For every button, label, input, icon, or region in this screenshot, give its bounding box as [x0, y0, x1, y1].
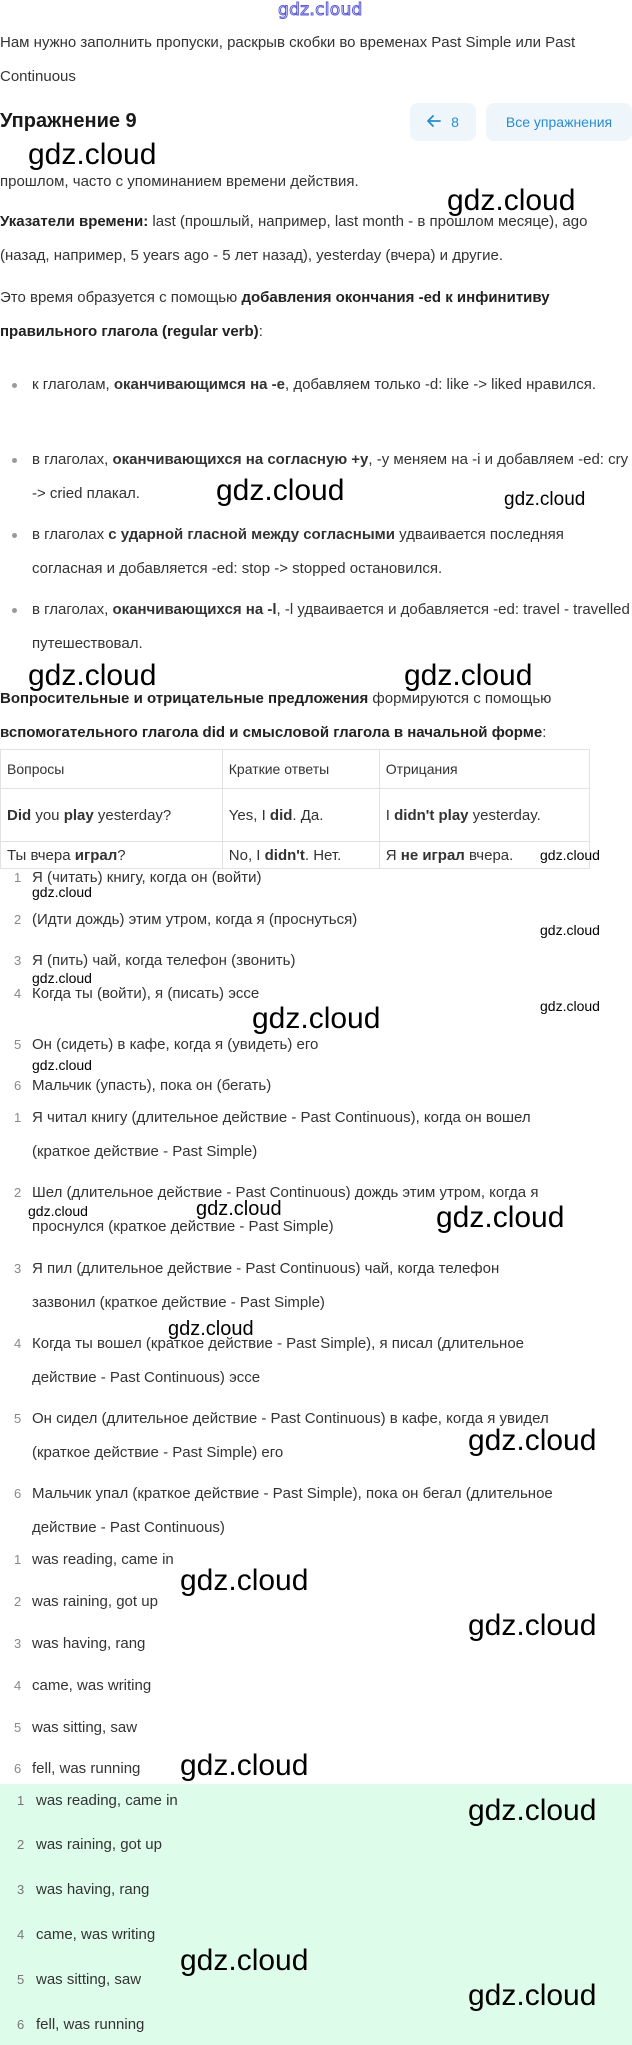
rule-item — [12, 368, 630, 402]
translation-text: Когда ты вошел (краткое действие - Past Simple), я писал (длительное действие - Past Continuous) эссе — [32, 1335, 525, 1386]
rule-text: в глаголах — [32, 526, 109, 543]
item-number: 4 — [14, 1678, 22, 1693]
prev-exercise-button[interactable] — [410, 103, 476, 141]
watermark: gdz.cloud — [468, 1424, 597, 1457]
watermark: gdz.cloud — [180, 1944, 309, 1977]
table-header-cell: Вопросы — [1, 750, 223, 789]
rule-bold: оканчивающихся на согласную +y — [112, 451, 369, 468]
answer-text: fell, was running — [32, 1760, 141, 1777]
rule-text: , добавляем только -d: like -> liked нравился. — [285, 376, 597, 393]
table-header-cell: Краткие ответы — [222, 750, 379, 789]
answer-text: was raining, got up — [32, 1593, 158, 1610]
watermark: gdz.cloud — [404, 659, 533, 692]
item-number: 4 — [14, 986, 22, 1001]
rule-text: , -l удваивается и добавляется -ed: travel - travelled путешествовал. — [32, 601, 630, 652]
task-text: Я (пить) чай, когда телефон (звонить) — [32, 952, 296, 969]
item-number: 5 — [14, 1411, 22, 1426]
watermark: gdz.cloud — [180, 1564, 309, 1597]
item-number: 3 — [14, 1261, 22, 1276]
item-number: 4 — [17, 1927, 25, 1942]
item-number: 3 — [14, 1636, 22, 1651]
item-number: 1 — [14, 1552, 22, 1567]
item-number: 3 — [14, 953, 22, 968]
rule-item — [12, 593, 630, 661]
formation-intro: Это время образуется с помощью — [0, 289, 242, 306]
watermark: gdz.cloud — [468, 1609, 597, 1642]
rule-text: удваивается последняя согласная и добавляется -ed: stop -> stopped остановился. — [32, 526, 564, 577]
rule-bold: оканчивающихся на -l — [112, 601, 277, 618]
answer-text: was reading, came in — [32, 1551, 174, 1568]
watermark: gdz.cloud — [540, 922, 600, 938]
table-header-row — [1, 750, 590, 789]
item-number: 6 — [14, 1486, 22, 1501]
item-number: 1 — [14, 1110, 22, 1125]
table-cell: Ты вчера играл? — [1, 842, 223, 869]
watermark: gdz.cloud — [504, 489, 586, 510]
theory-paragraph-3 — [0, 281, 630, 349]
did-rule: вспомогательного глагола did и смысловой глагола в начальной форме — [0, 724, 543, 741]
item-number: 6 — [14, 1761, 22, 1776]
rule-text: к глаголам, — [32, 376, 114, 393]
item-number: 2 — [14, 1185, 22, 1200]
questions-negatives-label: Вопросительные и отрицательные предложения — [0, 690, 369, 707]
answer-text: came, was writing — [36, 1926, 156, 1943]
answer-text: came, was writing — [32, 1677, 152, 1694]
translation-text: Мальчик упал (краткое действие - Past Simple), пока он бегал (длительное действие - Past Continuous) — [32, 1485, 553, 1536]
rule-bold: оканчивающимся на -e — [113, 376, 285, 393]
translation-text: Он сидел (длительное действие - Past Continuous) в кафе, когда я увидел (краткое действие - Past Simple) его — [32, 1410, 549, 1461]
table-cell: Я не играл вчера. — [379, 842, 589, 869]
item-number: 4 — [14, 1336, 22, 1351]
answer-text: fell, was running — [36, 2016, 145, 2033]
time-markers-label: Указатели времени: — [0, 213, 149, 230]
time-markers-text: last (прошлый, например, last month - в прошлом месяце), ago (назад, например, 5 years ago - 5 лет назад), yesterday (вчера) и другие. — [0, 213, 588, 264]
answer-text: was having, rang — [32, 1635, 146, 1652]
table-cell: Did you play yesterday? — [1, 789, 223, 842]
table-header-cell: Отрицания — [379, 750, 589, 789]
rule-text: в глаголах, — [32, 601, 113, 618]
all-exercises-button[interactable]: Все упражнения — [486, 103, 632, 141]
table-cell: No, I didn't. Нет. — [222, 842, 379, 869]
translation-text: Я читал книгу (длительное действие - Past Continuous), когда он вошел (краткое действие - Past Simple) — [32, 1109, 531, 1160]
answer-text: was sitting, saw — [36, 1971, 142, 1988]
translation-text: Я пил (длительное действие - Past Continuous) чай, когда телефон зазвонил (краткое действие - Past Simple) — [32, 1260, 500, 1311]
table-cell: I didn't play yesterday. — [379, 789, 589, 842]
item-number: 5 — [14, 1720, 22, 1735]
translation-text: Шел (длительное действие - Past Continuous) дождь этим утром, когда я проснулся (краткое действие - Past Simple) — [32, 1184, 539, 1235]
watermark: gdz.cloud — [28, 138, 157, 171]
item-number: 3 — [17, 1882, 25, 1897]
questions-negatives-text: формируются с помощью — [368, 690, 552, 707]
task-text: Когда ты (войти), я (писать) эссе — [32, 985, 260, 1002]
table-row — [1, 789, 590, 842]
task-description: Нам нужно заполнить пропуски, раскрыв скобки во временах Past Simple или Past Continuous — [0, 34, 576, 85]
item-number: 6 — [14, 1078, 22, 1093]
item-number: 1 — [14, 870, 22, 885]
bullet-dot — [12, 608, 17, 613]
answer-text: was raining, got up — [36, 1836, 162, 1853]
task-text: Мальчик (упасть), пока он (бегать) — [32, 1077, 272, 1094]
rule-item — [12, 518, 630, 586]
site-logo[interactable]: gdz.cloud — [278, 0, 363, 20]
watermark: gdz.cloud — [540, 847, 600, 863]
answer-text: was reading, came in — [36, 1792, 178, 1809]
bullet-dot — [12, 533, 17, 538]
task-text: Он (сидеть) в кафе, когда я (увидеть) его — [32, 1036, 319, 1053]
theory-paragraph-1: прошлом, часто с упоминанием времени действия. — [0, 173, 359, 190]
bullet-dot — [12, 383, 17, 388]
table-cell: Yes, I did. Да. — [222, 789, 379, 842]
watermark: gdz.cloud — [252, 1002, 381, 1035]
prev-exercise-number: 8 — [451, 114, 459, 130]
item-number: 1 — [17, 1793, 25, 1808]
watermark: gdz.cloud — [32, 970, 92, 986]
rule-text: , -y меняем на -i и добавляем -ed: cry -> cried плакал. — [32, 451, 629, 502]
watermark: gdz.cloud — [28, 659, 157, 692]
answer-text: was sitting, saw — [32, 1719, 138, 1736]
watermark: gdz.cloud — [436, 1201, 565, 1234]
item-number: 2 — [14, 1594, 22, 1609]
watermark: gdz.cloud — [468, 1979, 597, 2012]
watermark: gdz.cloud — [32, 1057, 92, 1073]
watermark: gdz.cloud — [32, 884, 92, 900]
watermark: gdz.cloud — [28, 1203, 88, 1219]
watermark: gdz.cloud — [180, 1749, 309, 1782]
task-text: Я (читать) книгу, когда он (войти) — [32, 869, 262, 886]
answer-text: was having, rang — [36, 1881, 150, 1898]
watermark: gdz.cloud — [196, 1198, 282, 1220]
grammar-table — [0, 749, 590, 869]
item-number: 6 — [17, 2017, 25, 2032]
bullet-dot — [12, 458, 17, 463]
watermark: gdz.cloud — [168, 1318, 254, 1340]
item-number: 2 — [14, 912, 22, 927]
arrow-left-icon — [427, 114, 441, 130]
item-number: 5 — [14, 1037, 22, 1052]
watermark: gdz.cloud — [468, 1794, 597, 1827]
exercise-title: Упражнение 9 — [0, 110, 137, 132]
watermark: gdz.cloud — [447, 184, 576, 217]
watermark: gdz.cloud — [216, 474, 345, 507]
formation-rule: добавления окончания -ed к инфинитиву правильного глагола (regular verb) — [0, 289, 550, 340]
task-text: (Идти дождь) этим утром, когда я (проснуться) — [32, 911, 358, 928]
watermark: gdz.cloud — [540, 998, 600, 1014]
did-rule-colon: : — [542, 724, 547, 741]
rule-text: в глаголах, — [32, 451, 113, 468]
item-number: 2 — [17, 1837, 25, 1852]
formation-colon: : — [258, 323, 263, 340]
item-number: 5 — [17, 1972, 25, 1987]
rule-bold: с ударной гласной между согласными — [108, 526, 395, 543]
